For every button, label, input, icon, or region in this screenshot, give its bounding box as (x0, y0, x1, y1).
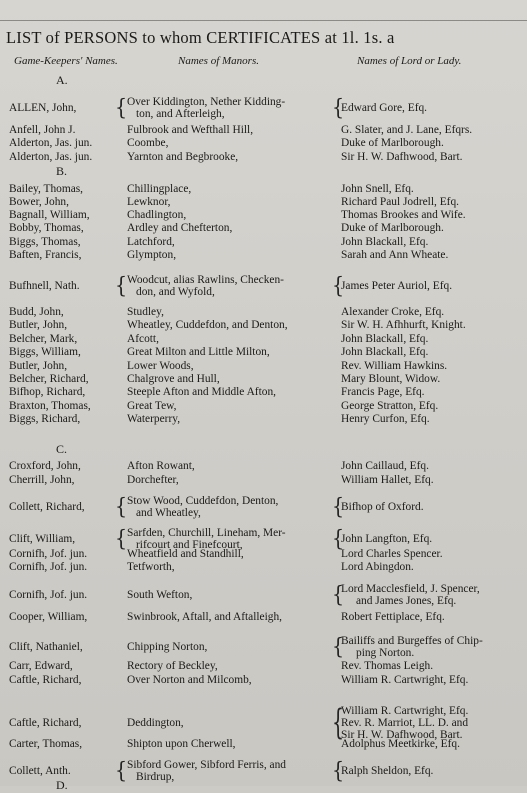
lord-name: James Peter Auriol, Efq. (341, 280, 453, 292)
lord-name: ping Norton. (356, 647, 415, 659)
lord-name: Sir W. H. Afhhurft, Knight. (341, 319, 466, 331)
lord-name: Duke of Marlborough. (341, 222, 444, 234)
manor-name: Coombe, (127, 137, 169, 149)
lord-name: William Hallet, Efq. (341, 474, 434, 486)
lord-name: Ralph Sheldon, Efq. (341, 765, 434, 777)
keeper-name: Cornifh, Jof. jun. (9, 589, 88, 601)
manor-name: Over Norton and Milcomb, (127, 674, 252, 686)
lord-name: Francis Page, Efq. (341, 386, 425, 398)
manor-name: Chillingplace, (127, 183, 192, 195)
keeper-name: Caftle, Richard, (9, 717, 82, 729)
brace-right: { (332, 272, 345, 300)
manor-name: Dorchefter, (127, 474, 179, 486)
keeper-name: Anfell, John J. (9, 124, 76, 136)
keeper-name: Carr, Edward, (9, 660, 73, 672)
manor-name: and Wheatley, (136, 507, 201, 519)
keeper-name: Clift, Nathaniel, (9, 641, 83, 653)
keeper-name: Croxford, John, (9, 460, 81, 472)
keeper-name: Cooper, William, (9, 611, 88, 623)
lord-name: John Caillaud, Efq. (341, 460, 429, 472)
manor-name: Wheatfield and Standhill, (127, 548, 244, 560)
manor-name: Tetfworth, (127, 561, 175, 573)
lord-name: Sarah and Ann Wheate. (341, 249, 449, 261)
keeper-name: Baften, Francis, (9, 249, 82, 261)
keeper-name: Braxton, Thomas, (9, 400, 91, 412)
brace-right: { (332, 525, 345, 553)
manor-name: Steeple Afton and Middle Afton, (127, 386, 277, 398)
brace-right: { (332, 757, 345, 785)
manor-name: Shipton upon Cherwell, (127, 738, 236, 750)
lord-name: Rev. William Hawkins. (341, 360, 448, 372)
lord-name: John Snell, Efq. (341, 183, 414, 195)
lord-name: Henry Curfon, Efq. (341, 413, 430, 425)
manor-name: Birdrup, (136, 771, 175, 783)
manor-name: Sibford Gower, Sibford Ferris, and (127, 759, 286, 771)
lord-name: Alexander Croke, Efq. (341, 306, 445, 318)
keeper-name: Collett, Anth. (9, 765, 71, 777)
list-title: LIST of PERSONS to whom CERTIFICATES at 1l. 1s. a (6, 28, 395, 47)
lord-name: Richard Paul Jodrell, Efq. (341, 196, 459, 208)
manor-name: Deddington, (127, 717, 184, 729)
lord-name: John Blackall, Efq. (341, 346, 429, 358)
manor-name: Great Milton and Little Milton, (127, 346, 270, 358)
lord-name: William R. Cartwright, Efq. (341, 705, 469, 717)
lord-name: William R. Cartwright, Efq. (341, 674, 469, 686)
lord-name: Edward Gore, Efq. (341, 102, 428, 114)
lord-name: Lord Macclesfield, J. Spencer, (341, 583, 480, 595)
header-manors: Names of Manors. (178, 55, 259, 67)
manor-name: rifcourt and Finefcourt, (136, 539, 243, 551)
manor-name: Glympton, (127, 249, 177, 261)
lord-name: Mary Blount, Widow. (341, 373, 441, 385)
lord-name: John Blackall, Efq. (341, 333, 429, 345)
manor-name: Chadlington, (127, 209, 187, 221)
header-lords: Names of Lord or Lady. (357, 55, 462, 67)
keeper-name: Biggs, Richard, (9, 413, 81, 425)
manor-name: Chalgrove and Hull, (127, 373, 220, 385)
keeper-name: Alderton, Jas. jun. (9, 137, 93, 149)
keeper-name: Bufhnell, Nath. (9, 280, 80, 292)
keeper-name: Biggs, Thomas, (9, 236, 81, 248)
manor-name: Ardley and Chefterton, (127, 222, 233, 234)
brace-right: { (332, 493, 345, 521)
manor-name: Afcott, (127, 333, 159, 345)
manor-name: Lewknor, (127, 196, 171, 208)
keeper-name: Biggs, William, (9, 346, 81, 358)
top-rule (0, 20, 527, 21)
manor-name: Woodcut, alias Rawlins, Checken- (127, 274, 284, 286)
brace-left: { (115, 272, 128, 300)
manor-name: Swinbrook, Aftall, and Aftalleigh, (127, 611, 283, 623)
manor-name: Waterperry, (127, 413, 181, 425)
lord-name: Sir H. W. Dafhwood, Bart. (341, 151, 463, 163)
lord-name: Lord Charles Spencer. (341, 548, 443, 560)
lord-name: G. Slater, and J. Lane, Efqrs. (341, 124, 473, 136)
header-game-keepers: Game-Keepers' Names. (14, 55, 118, 67)
lord-name: and James Jones, Efq. (356, 595, 457, 607)
keeper-name: Cherrill, John, (9, 474, 75, 486)
keeper-name: Bifhop, Richard, (9, 386, 86, 398)
manor-name: Stow Wood, Cuddefdon, Denton, (127, 495, 279, 507)
keeper-name: ALLEN, John, (9, 102, 77, 114)
manor-name: Great Tew, (127, 400, 177, 412)
keeper-name: Caftle, Richard, (9, 674, 82, 686)
lord-name: Duke of Marlborough. (341, 137, 444, 149)
keeper-name: Alderton, Jas. jun. (9, 151, 93, 163)
section-letter-d: D. (56, 778, 68, 792)
section-letter-c: C. (56, 442, 68, 456)
manor-name: Rectory of Beckley, (127, 660, 218, 672)
manor-name: Yarnton and Begbrooke, (127, 151, 239, 163)
keeper-name: Bower, John, (9, 196, 69, 208)
manor-name: Wheatley, Cuddefdon, and Denton, (127, 319, 288, 331)
brace-left: { (115, 493, 128, 521)
lord-name: Lord Abingdon. (341, 561, 414, 573)
manor-name: Chipping Norton, (127, 641, 208, 653)
manor-name: Lower Woods, (127, 360, 194, 372)
brace-left: { (115, 525, 128, 553)
lord-name: John Langfton, Efq. (341, 533, 433, 545)
manor-name: Fulbrook and Wefthall Hill, (127, 124, 254, 136)
keeper-name: Bagnall, William, (9, 209, 90, 221)
manor-name: don, and Wyfold, (136, 286, 215, 298)
brace-right: { (332, 633, 345, 661)
keeper-name: Butler, John, (9, 360, 68, 372)
lord-name: George Stratton, Efq. (341, 400, 439, 412)
brace-left: { (115, 757, 128, 785)
keeper-name: Bailey, Thomas, (9, 183, 84, 195)
brace-right: { (332, 94, 345, 122)
keeper-name: Cornifh, Jof. jun. (9, 561, 88, 573)
keeper-name: Collett, Richard, (9, 501, 85, 513)
keeper-name: Clift, William, (9, 533, 76, 545)
lord-name: John Blackall, Efq. (341, 236, 429, 248)
lord-name: Adolphus Meetkirke, Efq. (341, 738, 460, 750)
keeper-name: Carter, Thomas, (9, 738, 83, 750)
manor-name: ton, and Afterleigh, (136, 108, 225, 120)
brace-left: { (115, 94, 128, 122)
manor-name: South Wefton, (127, 589, 193, 601)
brace-right: { (332, 581, 345, 609)
lord-name: Robert Fettiplace, Efq. (341, 611, 445, 623)
keeper-name: Budd, John, (9, 306, 64, 318)
lord-name: Bifhop of Oxford. (341, 501, 424, 513)
lord-name: Rev. R. Marriot, LL. D. and (341, 717, 469, 729)
manor-name: Sarfden, Churchill, Lineham, Mer- (127, 527, 286, 539)
brace-right: { (332, 703, 345, 743)
keeper-name: Belcher, Richard, (9, 373, 89, 385)
manor-name: Over Kiddington, Nether Kidding- (127, 96, 286, 108)
section-letter-a: A. (56, 73, 68, 87)
manor-name: Studley, (127, 306, 164, 318)
keeper-name: Butler, John, (9, 319, 68, 331)
lord-name: Thomas Brookes and Wife. (341, 209, 466, 221)
manor-name: Latchford, (127, 236, 175, 248)
section-letter-b: B. (56, 164, 68, 178)
lord-name: Sir H. W. Dafhwood, Bart. (341, 729, 463, 741)
keeper-name: Bobby, Thomas, (9, 222, 84, 234)
lord-name: Bailiffs and Burgeffes of Chip- (341, 635, 483, 647)
lord-name: Rev. Thomas Leigh. (341, 660, 434, 672)
manor-name: Afton Rowant, (127, 460, 195, 472)
keeper-name: Cornifh, Jof. jun. (9, 548, 88, 560)
keeper-name: Belcher, Mark, (9, 333, 78, 345)
